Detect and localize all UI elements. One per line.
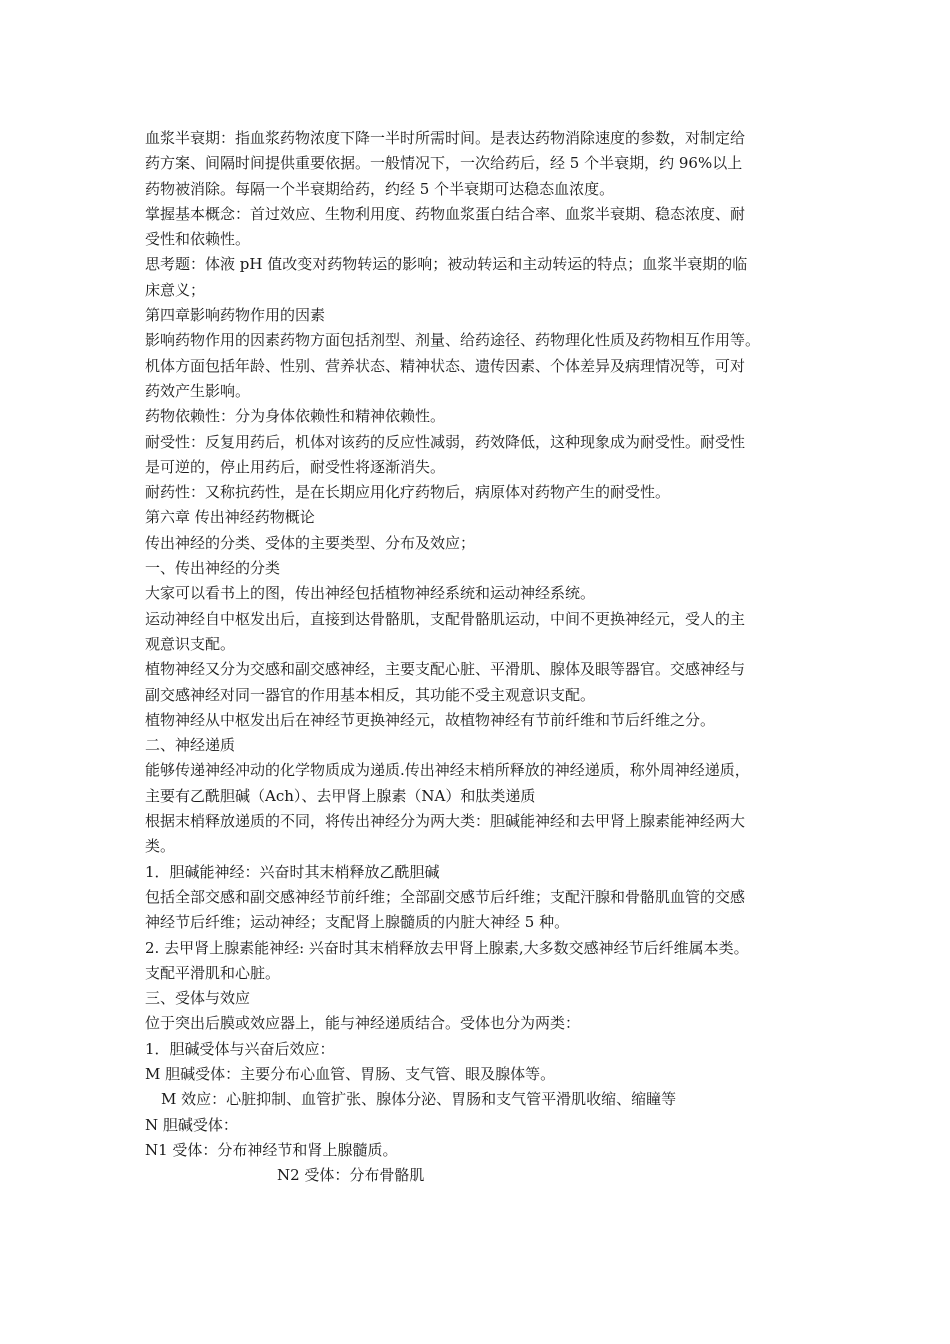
paragraph-line: 药物依赖性：分为身体依赖性和精神依赖性。 [145, 407, 446, 426]
paragraph-line: M 效应：心脏抑制、血管扩张、腺体分泌、胃肠和支气管平滑肌收缩、缩瞳等 [161, 1090, 677, 1109]
paragraph-line: N2 受体：分布骨骼肌 [277, 1166, 425, 1185]
paragraph-line: 包括全部交感和副交感神经节前纤维；全部副交感节后纤维；支配汗腺和骨骼肌血管的交感 [145, 887, 746, 906]
paragraph-line: 影响药物作用的因素药物方面包括剂型、剂量、给药途径、药物理化性质及药物相互作用等。 [145, 331, 761, 350]
paragraph-line: 是可逆的，停止用药后，耐受性将逐渐消失。 [145, 457, 446, 476]
paragraph-line: 药效产生影响。 [145, 381, 251, 400]
paragraph-line: 观意识支配。 [145, 634, 236, 653]
section-heading: 一、传出神经的分类 [145, 559, 281, 578]
paragraph-line: 大家可以看书上的图，传出神经包括植物神经系统和运动神经系统。 [145, 584, 596, 603]
paragraph-line: 能够传递神经冲动的化学物质成为递质.传出神经末梢所释放的神经递质，称外周神经递质， [145, 761, 750, 780]
section-heading: 三、受体与效应 [145, 989, 251, 1008]
list-item: 1．胆碱能神经：兴奋时其末梢释放乙酰胆碱 [145, 862, 440, 881]
paragraph-line: N1 受体：分布神经节和肾上腺髓质。 [145, 1140, 398, 1159]
section-heading: 二、神经递质 [145, 736, 236, 755]
list-item: 1．胆碱受体与兴奋后效应： [145, 1039, 335, 1058]
paragraph-line: 副交感神经对同一器官的作用基本相反，其功能不受主观意识支配。 [145, 685, 596, 704]
paragraph-line: 主要有乙酰胆碱（Ach）、去甲肾上腺素（NA）和肽类递质 [145, 786, 536, 805]
paragraph-line: 血浆半衰期：指血浆药物浓度下降一半时所需时间。是表达药物消除速度的参数，对制定给 [145, 129, 746, 147]
paragraph-line: 位于突出后膜或效应器上，能与神经递质结合。受体也分为两类： [145, 1014, 581, 1033]
paragraph-line: 神经节后纤维；运动神经；支配肾上腺髓质的内脏大神经 5 种。 [145, 913, 570, 932]
paragraph-line: 支配平滑肌和心脏。 [145, 963, 281, 982]
paragraph-line: 床意义； [145, 280, 206, 299]
list-item: 2. 去甲肾上腺素能神经: 兴奋时其末梢释放去甲肾上腺素,大多数交感神经节后纤维属本类。 [145, 938, 749, 957]
paragraph-line: 思考题：体液 pH 值改变对药物转运的影响；被动转运和主动转运的特点；血浆半衰期的临 [145, 255, 748, 274]
document-body [145, 126, 817, 1188]
paragraph-line: 药方案、间隔时间提供重要依据。一般情况下，一次给药后，经 5 个半衰期，约 96%以上 [145, 154, 743, 173]
chapter-heading: 第四章影响药物作用的因素 [145, 306, 326, 325]
paragraph-line: M 胆碱受体：主要分布心血管、胃肠、支气管、眼及腺体等。 [145, 1064, 556, 1083]
paragraph-line: 掌握基本概念：首过效应、生物利用度、药物血浆蛋白结合率、血浆半衰期、稳态浓度、耐 [145, 204, 746, 223]
paragraph-line: N 胆碱受体： [145, 1115, 238, 1134]
paragraph-line: 植物神经从中枢发出后在神经节更换神经元，故植物神经有节前纤维和节后纤维之分。 [145, 710, 716, 729]
paragraph-line: 药物被消除。每隔一个半衰期给药，约经 5 个半衰期可达稳态血浓度。 [145, 179, 615, 198]
paragraph-line: 受性和依赖性。 [145, 230, 251, 249]
paragraph-line: 耐受性：反复用药后，机体对该药的反应性减弱，药效降低，这种现象成为耐受性。耐受性 [145, 432, 746, 451]
paragraph-line: 类。 [145, 837, 176, 856]
paragraph-line: 耐药性：又称抗药性，是在长期应用化疗药物后，病原体对药物产生的耐受性。 [145, 483, 671, 502]
paragraph-line: 运动神经自中枢发出后，直接到达骨骼肌，支配骨骼肌运动，中间不更换神经元，受人的主 [145, 609, 746, 628]
paragraph-line: 根据末梢释放递质的不同，将传出神经分为两大类：胆碱能神经和去甲肾上腺素能神经两大 [145, 812, 746, 831]
paragraph-line: 植物神经又分为交感和副交感神经，主要支配心脏、平滑肌、腺体及眼等器官。交感神经与 [145, 660, 746, 679]
chapter-heading: 第六章 传出神经药物概论 [145, 508, 315, 527]
paragraph-line: 机体方面包括年龄、性别、营养状态、精神状态、遗传因素、个体差异及病理情况等，可对 [145, 356, 746, 375]
paragraph-line: 传出神经的分类、受体的主要类型、分布及效应； [145, 533, 476, 552]
